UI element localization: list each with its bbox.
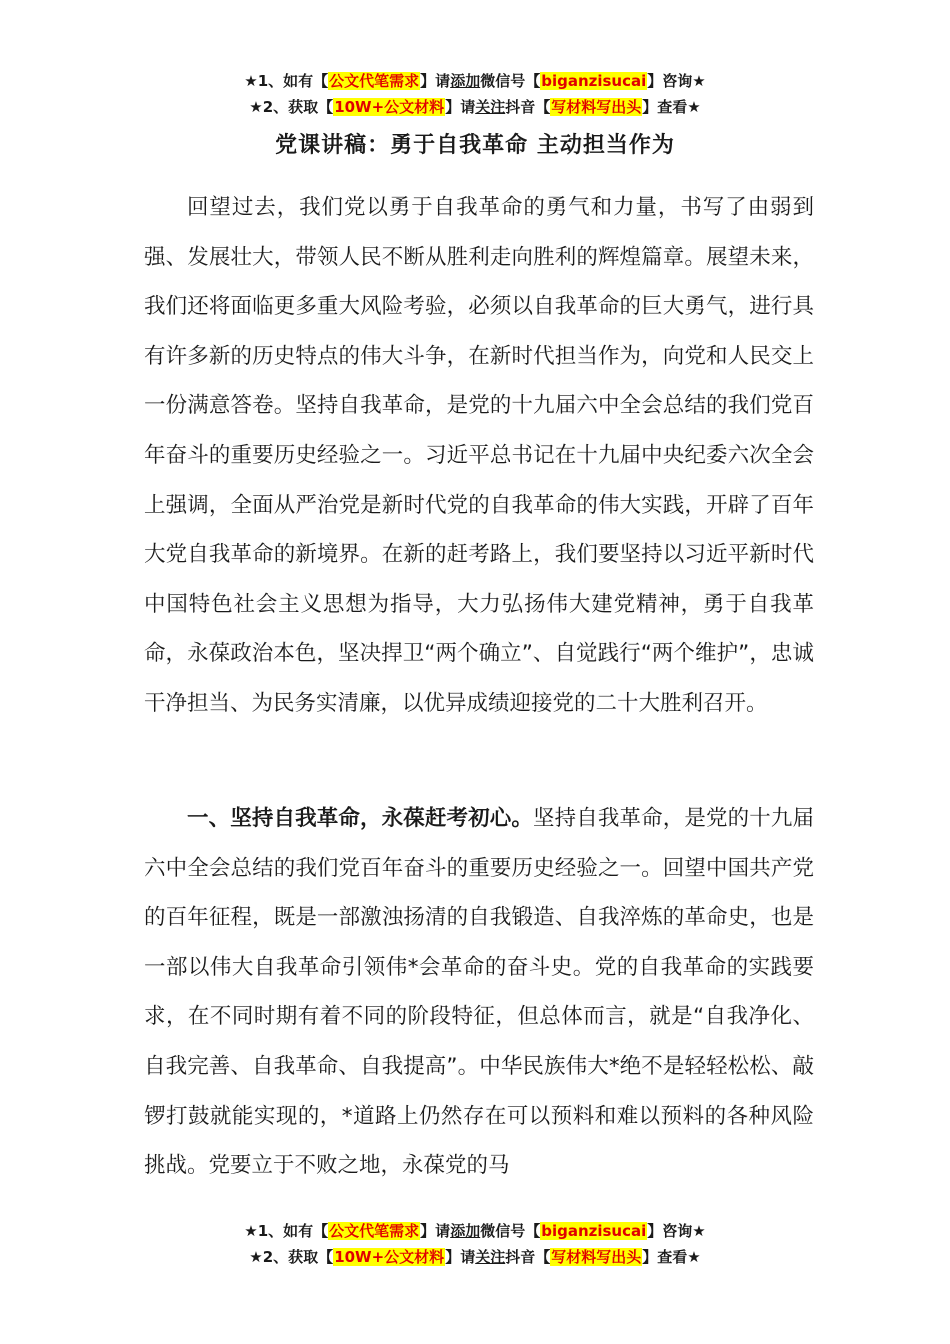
section-paragraph: [144, 794, 814, 1191]
promo-text: ★2、获取【: [249, 1248, 334, 1266]
promo-line-1: [0, 1218, 950, 1244]
promo-highlight: 写材料写出头: [551, 1248, 642, 1266]
promo-text: 】请: [420, 1222, 451, 1240]
promo-underlined: 添加: [450, 72, 481, 90]
promo-text: 】请: [445, 1248, 476, 1266]
document-title: 党课讲稿：勇于自我革命 主动担当作为: [275, 133, 675, 158]
promo-line-2: [0, 94, 950, 120]
header-promo-banner: [0, 68, 950, 120]
promo-text: 抖音【: [505, 1248, 551, 1266]
promo-text: 微信号【: [480, 1222, 541, 1240]
promo-text: 】请: [420, 72, 451, 90]
section-heading: 一、坚持自我革命，永葆赶考初心。: [187, 806, 533, 831]
body-paragraph: 回望过去，我们党以勇于自我革命的勇气和力量，书写了由弱到强、发展壮大，带领人民不断从胜利走向胜利的辉煌篇章。展望未来，我们还将面临更多重大风险考验，必须以自我革命的巨大勇气，进行具有许多新的历史特点的伟大斗争，在新时代担当作为，向党和人民交上一份满意答卷。坚持自我革命，是党的十九届六中全会总结的我们党百年奋斗的重要历史经验之一。习近平总书记在十九届中央纪委六次全会上强调，全面从严治党是新时代党的自我革命的伟大实践，开辟了百年大党自我革命的新境界。在新的赶考路上，我们要坚持以习近平新时代中国特色社会主义思想为指导，大力弘扬伟大建党精神，勇于自我革命，永葆政治本色，坚决捍卫“两个确立”、自觉践行“两个维护”，忠诚干净担当、为民务实清廉，以优异成绩迎接党的二十大胜利召开。: [144, 195, 814, 716]
promo-highlight: 10W+公文材料: [334, 98, 445, 116]
promo-text: 】查看★: [642, 98, 701, 116]
promo-underlined: 添加: [450, 1222, 481, 1240]
promo-text: 】咨询★: [647, 1222, 706, 1240]
promo-highlight: 公文代笔需求: [329, 72, 420, 90]
promo-line-2: [0, 1244, 950, 1270]
promo-text: ★2、获取【: [249, 98, 334, 116]
promo-highlight: biganzisucai: [541, 72, 647, 90]
section-body: 坚持自我革命，是党的十九届六中全会总结的我们党百年奋斗的重要历史经验之一。回望中国共产党的百年征程，既是一部激浊扬清的自我锻造、自我淬炼的革命史，也是一部以伟大自我革命引领伟*会革命的奋斗史。党的自我革命的实践要求，在不同时期有着不同的阶段特征，但总体而言，就是“自我净化、自我完善、自我革命、自我提高”。中华民族伟大*绝不是轻轻松松、敲锣打鼓就能实现的，*道路上仍然存在可以预料和难以预料的各种风险挑战。党要立于不败之地，永葆党的马: [144, 806, 814, 1179]
promo-text: ★1、如有【: [244, 1222, 329, 1240]
footer-promo-banner: [0, 1218, 950, 1270]
promo-underlined: 关注: [475, 98, 506, 116]
promo-text: 】请: [445, 98, 476, 116]
promo-highlight: 写材料写出头: [551, 98, 642, 116]
promo-text: ★1、如有【: [244, 72, 329, 90]
promo-text: 微信号【: [480, 72, 541, 90]
promo-highlight: 10W+公文材料: [334, 1248, 445, 1266]
promo-highlight: 公文代笔需求: [329, 1222, 420, 1240]
promo-text: 】咨询★: [647, 72, 706, 90]
promo-line-1: [0, 68, 950, 94]
promo-underlined: 关注: [475, 1248, 506, 1266]
promo-text: 】查看★: [642, 1248, 701, 1266]
promo-highlight: biganzisucai: [541, 1222, 647, 1240]
promo-text: 抖音【: [505, 98, 551, 116]
